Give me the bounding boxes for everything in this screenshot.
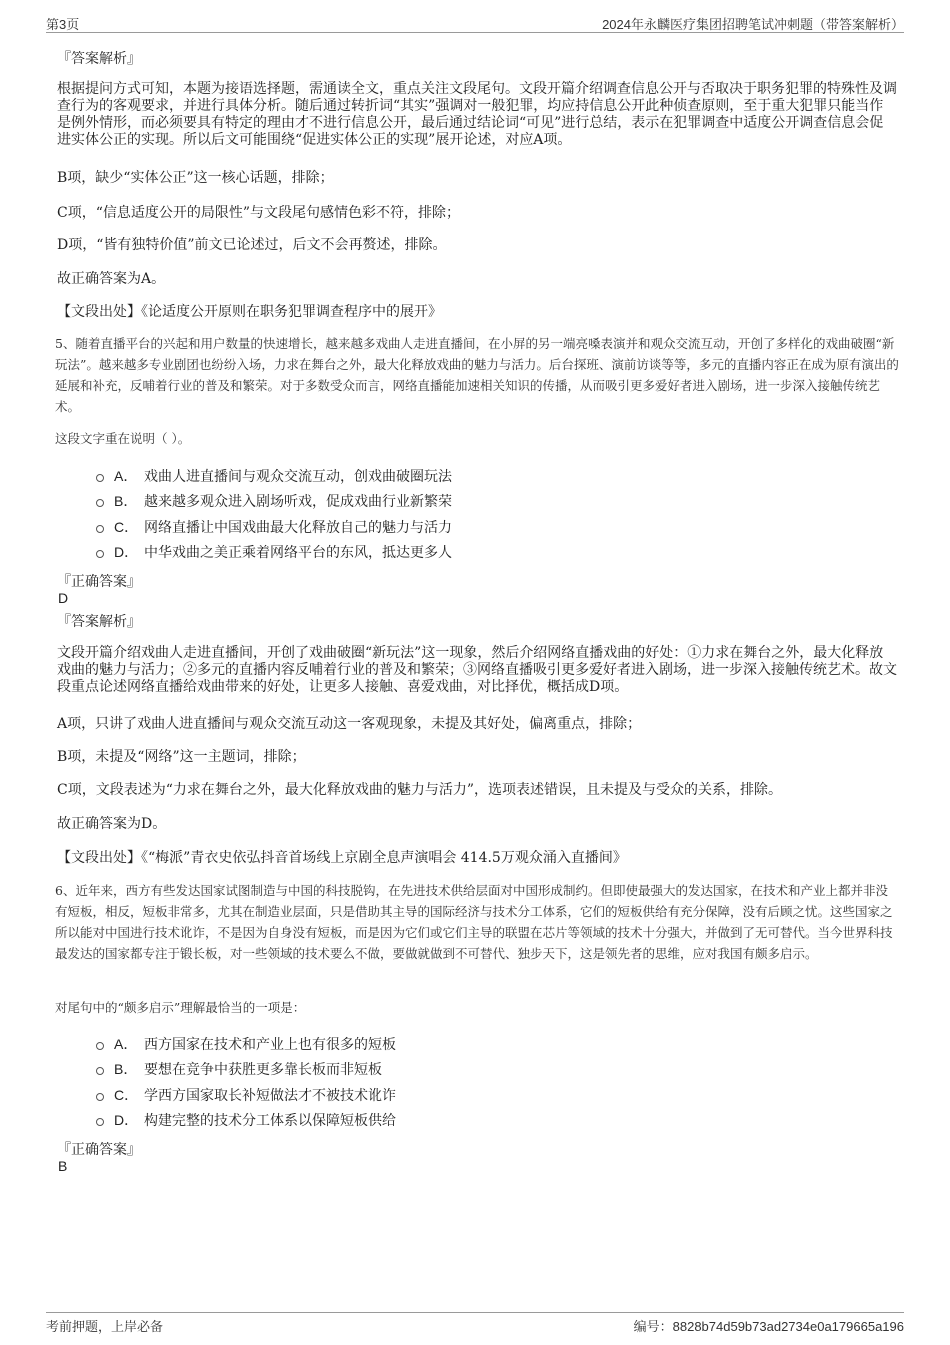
question-5-stem: 5、随着直播平台的兴起和用户数量的快速增长，越来越多戏曲人走进直播间，在小屏的另一端亮嗓表演并和观众交流互动，开创了多样化的戏曲破圈“新玩法”。越来越多专业剧团也纷纷入场，力求在舞台之外，最大化释放戏曲的魅力与活力。后台探班、演前访谈等等，多元的直播内容正在成为原有演出的延展和补充，反哺着行业的普及和繁荣。对于多数受众而言，网络直播能加速相关知识的传播，从而吸引更多爱好者进入剧场，进一步深入接触传统艺术。 <box>55 336 899 414</box>
analysis-option-a: A项，只讲了戏曲人进直播间与观众交流互动这一客观现象，未提及其好处，偏离重点，排除； <box>57 716 642 732</box>
question-5-option-b[interactable]: B． 越来越多观众进入剧场听戏，促成戏曲行业新繁荣 <box>96 491 452 511</box>
question-5-option-d[interactable]: D． 中华戏曲之美正乘着网络平台的东风，抵达更多人 <box>96 542 452 562</box>
analysis-paragraph: 文段开篇介绍戏曲人走进直播间，开创了戏曲破圈“新玩法”这一现象，然后介绍网络直播戏曲的好处：①力求在舞台之外，最大化释放戏曲的魅力与活力；②多元的直播内容反哺着行业的普及和繁荣；③网络直播吸引更多爱好者进入剧场，进一步深入接触传统艺术。故文段重点论述网络直播给戏曲带来的好处，让更多人接触、喜爱戏曲，对比择优，概括成D项。 <box>57 645 897 695</box>
radio-icon[interactable] <box>96 550 104 558</box>
analysis-conclusion: 故正确答案为D。 <box>57 816 167 832</box>
analysis-option-c: C项，“信息适度公开的局限性”与文段尾句感情色彩不符，排除； <box>57 205 461 221</box>
question-6-option-b[interactable]: B． 要想在竞争中获胜更多靠长板而非短板 <box>96 1059 382 1079</box>
question-6-stem: 6、近年来，西方有些发达国家试图制造与中国的科技脱钩，在先进技术供给层面对中国形成制约。但即使最强大的发达国家，在技术和产业上都并非没有短板，相反，短板非常多，尤其在制造业层面，只是借助其主导的国际经济与技术分工体系，它们的短板供给有充分保障，没有后顾之忧。这些国家之所以能对中国进行技术讹诈，不是因为自身没有短板，而是因为它们或它们主导的联盟在芯片等领域的技术十分强大，并做到了无可替代。当今世界科技最发达的国家都专注于锻长板，对一些领域的技术要么不做，要做就做到不可替代、独步天下，这是领先者的思维，应对我国有颇多启示。 <box>55 883 893 961</box>
radio-icon[interactable] <box>96 1042 104 1050</box>
radio-icon[interactable] <box>96 474 104 482</box>
analysis-option-c: C项，文段表述为“力求在舞台之外，最大化释放戏曲的魅力与活力”，选项表述错误，且未提及与受众的关系，排除。 <box>57 782 783 798</box>
analysis-option-d: D项，“皆有独特价值”前文已论述过，后文不会再赘述，排除。 <box>57 237 447 253</box>
document-title: 2024年永麟医疗集团招聘笔试冲刺题（带答案解析） <box>602 17 904 32</box>
analysis-source: 【文段出处】《论适度公开原则在职务犯罪调查程序中的展开》 <box>57 304 442 320</box>
page-footer <box>46 1312 904 1335</box>
answer-tag: 『正确答案』 <box>57 1142 141 1158</box>
answer-tag: 『正确答案』 <box>57 574 141 590</box>
analysis-conclusion: 故正确答案为A。 <box>57 271 166 287</box>
radio-icon[interactable] <box>96 1093 104 1101</box>
question-5-prompt: 这段文字重在说明（ ）。 <box>55 431 191 446</box>
page-number: 第3页 <box>46 17 80 32</box>
question-5-option-a[interactable]: A． 戏曲人进直播间与观众交流互动，创戏曲破圈玩法 <box>96 466 452 486</box>
answer-value: D <box>58 590 69 606</box>
footer-slogan: 考前押题，上岸必备 <box>46 1319 164 1334</box>
analysis-source: 【文段出处】《“梅派”青衣史依弘抖音首场线上京剧全息声演唱会 414.5万观众涌入直播间》 <box>57 850 627 866</box>
analysis-paragraph: 根据提问方式可知，本题为接语选择题，需通读全文，重点关注文段尾句。文段开篇介绍调查信息公开与否取决于职务犯罪的特殊性及调查行为的客观要求，并进行具体分析。随后通过转折词“其实”强调对一般犯罪，均应持信息公开此种侦查原则，至于重大犯罪只能当作是例外情形，而必须要具有特定的理由才不进行信息公开，最后通过结论词“可见”进行总结，表示在犯罪调查中适度公开调查信息会促进实体公正的实现。所以后文可能围绕“促进实体公正的实现”展开论述，对应A项。 <box>57 81 897 148</box>
analysis-option-b: B项，缺少“实体公正”这一核心话题，排除； <box>57 170 334 186</box>
question-6-prompt: 对尾句中的“颇多启示”理解最恰当的一项是： <box>55 1000 306 1015</box>
question-6-option-d[interactable]: D． 构建完整的技术分工体系以保障短板供给 <box>96 1110 396 1130</box>
analysis-option-b: B项，未提及“网络”这一主题词，排除； <box>57 749 306 765</box>
radio-icon[interactable] <box>96 1118 104 1126</box>
radio-icon[interactable] <box>96 1067 104 1075</box>
question-6-option-c[interactable]: C． 学西方国家取长补短做法才不被技术讹诈 <box>96 1085 396 1105</box>
document-id: 编号：8828b74d59b73ad2734e0a179665a196 <box>633 1319 904 1334</box>
analysis-tag: 『答案解析』 <box>57 51 141 67</box>
analysis-tag: 『答案解析』 <box>57 614 141 630</box>
radio-icon[interactable] <box>96 499 104 507</box>
radio-icon[interactable] <box>96 525 104 533</box>
page-header <box>46 12 904 33</box>
question-5-option-c[interactable]: C． 网络直播让中国戏曲最大化释放自己的魅力与活力 <box>96 517 452 537</box>
question-6-option-a[interactable]: A． 西方国家在技术和产业上也有很多的短板 <box>96 1034 396 1054</box>
answer-value: B <box>58 1158 68 1174</box>
